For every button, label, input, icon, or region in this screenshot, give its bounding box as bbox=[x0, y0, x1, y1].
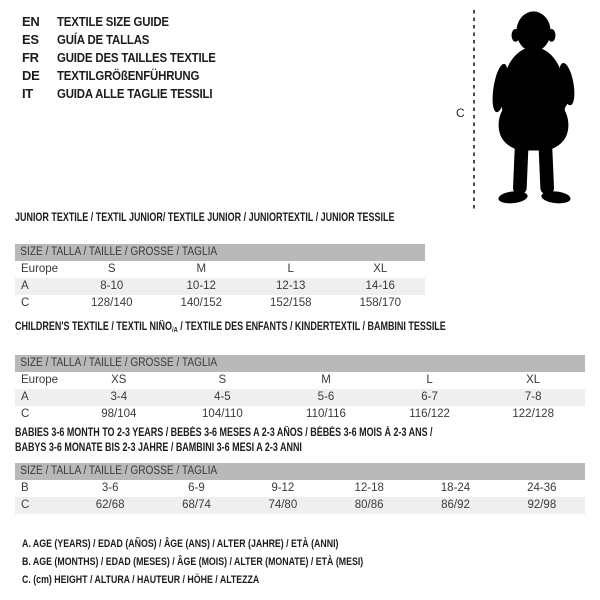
table-cell: 3-6 bbox=[101, 482, 119, 494]
row-label: A bbox=[21, 391, 29, 403]
table-cell: 7-8 bbox=[524, 391, 542, 403]
row-label: Europe bbox=[21, 374, 59, 386]
row-label: C bbox=[21, 297, 30, 309]
table-cell: 116/122 bbox=[409, 408, 450, 420]
table-cell: 80/86 bbox=[354, 499, 384, 511]
toddler-silhouette-icon bbox=[486, 8, 582, 211]
footnote-a: A. AGE (YEARS) / EDAD (AÑOS) / ÂGE (ANS) / ALTER (JAHRE) / ETÀ (ANNI) bbox=[22, 538, 339, 550]
lang-row-it bbox=[22, 85, 237, 103]
table-row bbox=[15, 295, 425, 312]
footnote-b: B. AGE (MONTHS) / EDAD (MESES) / ÂGE (MOIS) / ALTER (MONATE) / ETÀ (MESI) bbox=[22, 556, 364, 568]
row-label: C bbox=[21, 408, 30, 420]
lang-row-en bbox=[22, 13, 237, 31]
table-cell: XS bbox=[111, 374, 127, 386]
table-cell: 86/92 bbox=[441, 499, 470, 511]
lang-code: EN bbox=[22, 14, 40, 29]
table-row bbox=[15, 406, 585, 423]
language-title-block bbox=[22, 13, 237, 103]
table-row bbox=[15, 278, 425, 295]
table-row bbox=[15, 480, 585, 497]
height-figure bbox=[455, 8, 590, 216]
section-title-part: CHILDREN'S TEXTILE / TEXTIL NIÑO bbox=[15, 321, 172, 333]
table-cell: S bbox=[218, 374, 227, 386]
table-size-header bbox=[15, 355, 585, 372]
table-size-header-label: SIZE / TALLA / TAILLE / GRÖSSE / TAGLIA bbox=[20, 465, 218, 477]
lang-code: ES bbox=[22, 32, 39, 47]
table-cell: XL bbox=[373, 263, 388, 275]
section-babies bbox=[15, 426, 585, 514]
table-cell: 104/110 bbox=[202, 408, 243, 420]
table-cell: M bbox=[321, 374, 331, 386]
table-cell: M bbox=[196, 263, 207, 275]
table-row bbox=[15, 497, 585, 514]
table-cell: 158/170 bbox=[359, 297, 402, 309]
table-cell: 12-18 bbox=[354, 482, 384, 494]
table-cell: 98/104 bbox=[101, 408, 137, 420]
section-title-subscript: /A bbox=[171, 325, 178, 334]
table-cell: 8-10 bbox=[100, 280, 124, 292]
row-label: A bbox=[21, 280, 29, 292]
table-cell: L bbox=[287, 263, 294, 275]
table-cell: XL bbox=[526, 374, 541, 386]
table-cell: 12-13 bbox=[276, 280, 306, 292]
table-cell: 140/152 bbox=[180, 297, 223, 309]
lang-row-es bbox=[22, 31, 237, 49]
table-cell: 152/158 bbox=[269, 297, 312, 309]
table-cell: 24-36 bbox=[527, 482, 557, 494]
lang-code: DE bbox=[22, 68, 40, 83]
table-size-header bbox=[15, 244, 425, 261]
table-cell: 128/140 bbox=[90, 297, 133, 309]
table-size-header-label: SIZE / TALLA / TAILLE / GRÖSSE / TAGLIA bbox=[20, 246, 218, 258]
lang-code: FR bbox=[22, 50, 39, 65]
section-title: JUNIOR TEXTILE / TEXTIL JUNIOR/ TEXTILE JUNIOR / JUNIORTEXTIL / JUNIOR TESSILE bbox=[15, 212, 395, 224]
size-guide-table-junior bbox=[15, 244, 425, 312]
size-guide-table-children bbox=[15, 355, 585, 423]
row-label: Europe bbox=[21, 263, 59, 275]
height-measure-line bbox=[473, 10, 475, 211]
lang-row-de bbox=[22, 67, 237, 85]
table-cell: 6-9 bbox=[188, 482, 205, 494]
table-cell: 6-7 bbox=[421, 391, 438, 403]
row-label: C bbox=[21, 499, 30, 511]
section-title bbox=[15, 320, 460, 337]
table-cell: 5-6 bbox=[317, 391, 335, 403]
section-title-part: / TEXTILE DES ENFANTS / KINDERTEXTIL / BAMBINI TESSILE bbox=[177, 321, 446, 333]
table-cell: L bbox=[426, 374, 433, 386]
guide-title: GUIDA ALLE TAGLIE TESSILI bbox=[57, 86, 213, 101]
table-cell: 68/74 bbox=[182, 499, 211, 511]
table-row bbox=[15, 389, 585, 406]
guide-title: GUIDE DES TAILLES TEXTILE bbox=[57, 50, 216, 65]
table-cell: 74/80 bbox=[268, 499, 298, 511]
guide-title: TEXTILGRÖßENFÜHRUNG bbox=[57, 68, 200, 83]
size-guide-table-babies bbox=[15, 463, 585, 514]
section-title-line2: BABYS 3-6 MONATE BIS 2-3 JAHRE / BAMBINI 3-6 MESI A 2-3 ANNI bbox=[15, 442, 302, 454]
table-cell: 92/98 bbox=[527, 499, 557, 511]
guide-title: GUÍA DE TALLAS bbox=[57, 32, 150, 47]
footnote-c: C. (cm) HEIGHT / ALTURA / HAUTEUR / HÖHE / ALTEZZA bbox=[22, 574, 260, 586]
height-marker-label: C bbox=[456, 106, 465, 120]
table-row bbox=[15, 261, 425, 278]
table-cell: 18-24 bbox=[440, 482, 471, 494]
table-cell: 4-5 bbox=[214, 391, 231, 403]
table-size-header bbox=[15, 463, 585, 480]
table-cell: 10-12 bbox=[186, 280, 216, 292]
table-cell: S bbox=[107, 263, 116, 275]
row-label: B bbox=[21, 482, 29, 494]
table-cell: 122/128 bbox=[512, 408, 554, 420]
table-row bbox=[15, 372, 585, 389]
lang-code: IT bbox=[22, 86, 33, 101]
section-junior bbox=[15, 211, 425, 312]
table-cell: 3-4 bbox=[110, 391, 128, 403]
table-cell: 110/116 bbox=[306, 408, 346, 420]
guide-title: TEXTILE SIZE GUIDE bbox=[57, 14, 169, 29]
section-title-line1: BABIES 3-6 MONTH TO 2-3 YEARS / BEBÉS 3-6 MESES A 2-3 AÑOS / BÉBÉS 3-6 MOIS À 2-3 ANS / bbox=[15, 427, 433, 439]
table-cell: 62/68 bbox=[95, 499, 125, 511]
section-children bbox=[15, 320, 585, 423]
table-cell: 9-12 bbox=[271, 482, 295, 494]
footnotes bbox=[22, 535, 449, 589]
lang-row-fr bbox=[22, 49, 237, 67]
table-cell: 14-16 bbox=[365, 280, 395, 292]
table-size-header-label: SIZE / TALLA / TAILLE / GRÖSSE / TAGLIA bbox=[20, 357, 218, 369]
